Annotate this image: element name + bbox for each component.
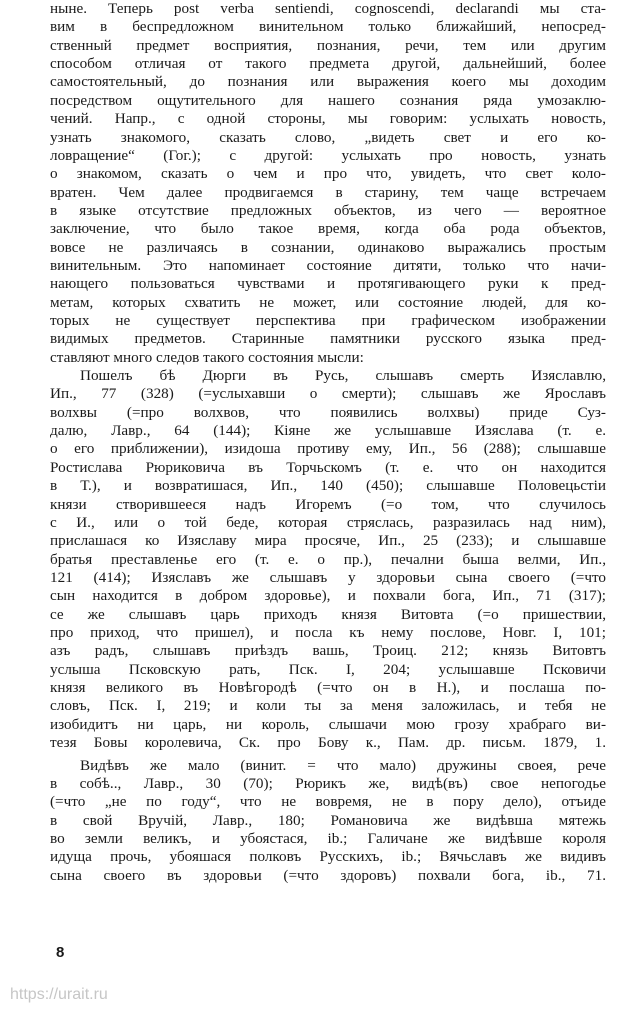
text-line: заключение, что было такое время, когда оба рода объектов, xyxy=(50,220,606,238)
text-line: вратен. Чем далее продвигаемся в старину, тем чаще встречаем xyxy=(50,183,606,201)
text-line: посредством ощутительного для нашего сознания ряда умозаклю- xyxy=(50,91,606,109)
text-line: с И., или о той беде, которая стряслась, разразилась над ним), xyxy=(50,513,606,531)
text-line: далю, Лавр., 64 (144); Кіяне же услышавше Изяслава (т. е. xyxy=(50,422,606,440)
page-number: 8 xyxy=(56,944,65,961)
text-line: чений. Напр., с одной стороны, мы говорим: услыхать новость, xyxy=(50,110,606,128)
text-line: вовсе не различаясь в сознании, одинаково выражались простым xyxy=(50,238,606,256)
text-line: в языке отсутствие предложных объектов, из чего — вероятное xyxy=(50,201,606,219)
text-line: се же слышавъ царь приходъ князя Витовта (=о пришествии, xyxy=(50,605,606,623)
text-line: идуща прочь, убояшася полковъ Русскихъ, ib.; Вячьславъ же видивъ xyxy=(50,848,606,866)
text-line: видимых предметов. Старинные памятники русского языка пред- xyxy=(50,330,606,348)
text-line: метам, которых схватить не может, или состояние людей, для ко- xyxy=(50,293,606,311)
text-line: вим в беспредложном винительном только ближайший, непосред- xyxy=(50,18,606,36)
text-line: (=что „не по году“, что не вовремя, не в пору дело), отъиде xyxy=(50,793,606,811)
text-line: Ип., 77 (328) (=услыхавши о смерти); слышавъ же Ярославъ xyxy=(50,385,606,403)
text-line: Видѣвъ же мало (винит. = что мало) дружины своея, рече xyxy=(80,756,606,774)
text-line: про приход, что пришел), и посла къ нему послове, Новг. I, 101; xyxy=(50,623,606,641)
text-line: в собѣ.., Лавр., 30 (70); Рюрикъ же, видѣ(въ) свое непогодье xyxy=(50,774,606,792)
text-line: князи створившееся надъ Игоремъ (=о том, что случилось xyxy=(50,495,606,513)
text-line: Ростислава Рюриковича въ Торчьскомъ (т. е. что он находится xyxy=(50,458,606,476)
text-line: винительным. Это напоминает состояние дитяти, только что начи- xyxy=(50,256,606,274)
text-line: нающего пользоваться чувствами и протягивающего руки к пред- xyxy=(50,275,606,293)
text-line: ныне. Теперь post verba sentiendi, cognoscendi, declarandi мы ста- xyxy=(50,0,606,17)
text-line: ставляют много следов такого состояния мысли: xyxy=(50,348,364,366)
text-line: ловращение“ (Гог.); с другой: услыхать про новость, узнать xyxy=(50,146,606,164)
text-line: ственный предмет восприятия, познания, речи, тем или другим xyxy=(50,36,606,54)
text-line: волхвы (=про волхвов, что появились волхвы) приде Суз- xyxy=(50,403,606,421)
text-line: тезя Бовы королевича, Ск. про Бову к., Пам. др. письм. 1879, 1. xyxy=(50,734,606,751)
text-line: о его приближении), изидоша противу ему, Ип., 56 (288); слышавше xyxy=(50,440,606,458)
text-line: торых не существует перспектива при графическом изображении xyxy=(50,312,606,329)
text-line: сына своего въ здоровьи (=что здоровъ) похвали бога, ib., 71. xyxy=(50,866,606,884)
text-line: братья преставленье его (т. е. о пр.), печални быша велми, Ип., xyxy=(50,550,606,568)
text-line: услыша Псковскую рать, Пск. I, 204; услышавше Псковичи xyxy=(50,660,606,678)
text-line: в Т.), и возвратишася, Ип., 140 (450); слышавше Половецьстіи xyxy=(50,477,606,495)
text-line: словъ, Пск. I, 219; и коли ты за меня заложилась, и тебя не xyxy=(50,697,606,715)
text-line: в свой Вручій, Лавр., 180; Романовича же видѣвша мятежь xyxy=(50,811,606,829)
text-line: сын находится в добром здоровье), и похвали бога, Ип., 71 (317); xyxy=(50,587,606,605)
text-line: азъ радъ, слышавъ приѣздъ вашь, Троиц. 212; князь Витовтъ xyxy=(50,642,606,660)
text-line: прислашася ко Изяславу мира просяче, Ип., 25 (233); и слышавше xyxy=(50,532,606,550)
text-line: во земли великъ, и убоястася, ib.; Галичане же видѣвше короля xyxy=(50,829,606,847)
text-line: о знакомом, сказать о чем и про что, увидеть, что свет коло- xyxy=(50,165,606,183)
source-watermark: https://urait.ru xyxy=(10,986,108,1003)
text-line: узнать знакомого, сказать слово, „видеть свет и его ко- xyxy=(50,128,606,146)
text-line: изобидитъ ни царь, ни король, слышачи мою грозу храбраго ви- xyxy=(50,715,606,733)
text-line: самостоятельный, до познания или выражения коего мы доходим xyxy=(50,73,606,91)
text-line: способом отличая от такого предмета другой, дальнейший, более xyxy=(50,55,606,73)
text-line: 121 (414); Изяславъ же слышавъ у здоровьи сына своего (=что xyxy=(50,568,606,586)
text-line: князя великого въ Новѣгородѣ (=что он в Н.), и послаша по- xyxy=(50,679,606,696)
text-line: Пошелъ бѣ Дюрги въ Русь, слышавъ смерть Изяславлю, xyxy=(80,367,606,384)
